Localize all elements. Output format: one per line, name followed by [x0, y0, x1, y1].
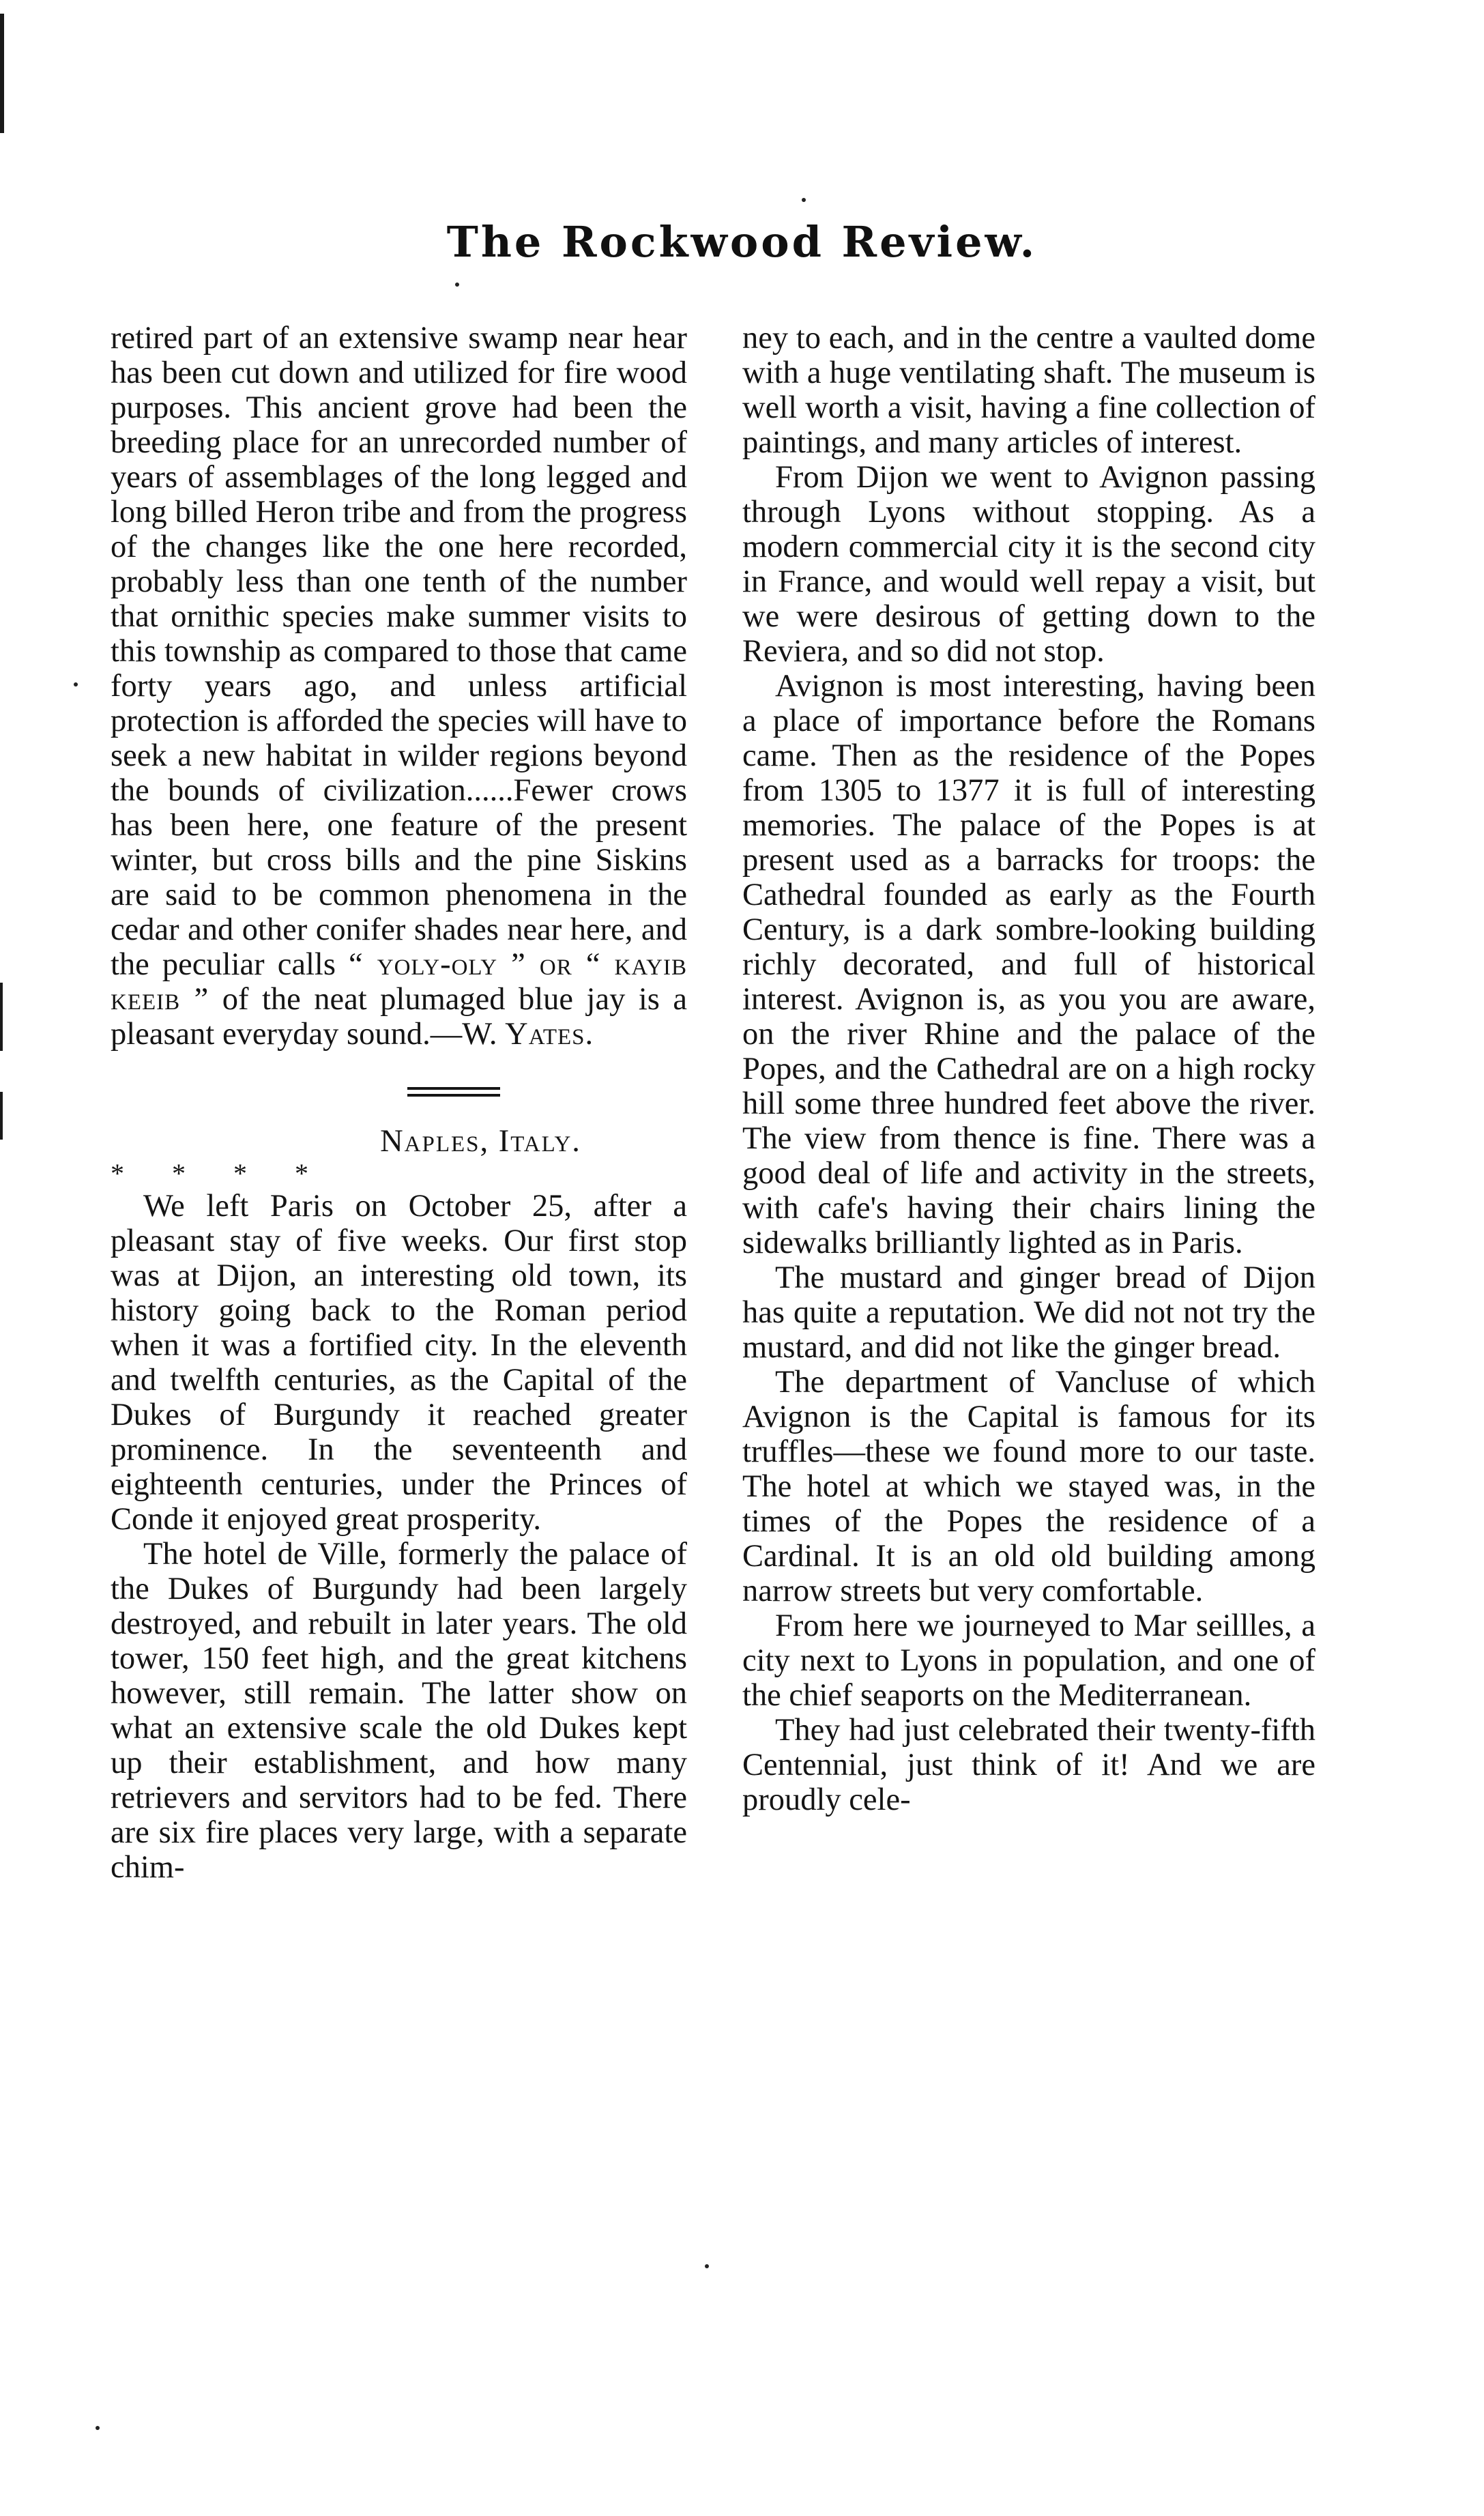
- ink-speck: [705, 2264, 709, 2268]
- article-paragraph: ney to each, and in the centre a vaulted dome with a huge ventilating shaft. The museum is well worth a visit, having a fine collection of paintings, and many articles of interest.: [742, 321, 1315, 460]
- left-column: [111, 321, 687, 1885]
- ink-speck: [455, 283, 459, 287]
- ink-speck: [802, 198, 806, 202]
- article-paragraph: We left Paris on October 25, after a pleasant stay of five weeks. Our first stop was at Dijon, an interesting old town, its history going back to the Roman period when it was a fortified city. In the eleventh and twelfth centuries, as the Capital of the Dukes of Burgundy it reached greater prominence. In the seventeenth and eighteenth centuries, under the Princes of Conde it enjoyed great prosperity.: [111, 1189, 687, 1537]
- bird-call-text: “ yoly-oly ”: [349, 947, 526, 982]
- paragraph-text: retired part of an extensive swamp near hear has been cut down and utilized for fire wood purposes. This ancient grove had been the breeding place for an unrecorded number of years of assemblages of the long legged and long billed Heron tribe and from the progress of the changes like the one here recorded, probably less than one tenth of the number that ornithic species make summer visits to this township as compared to those that came forty years ago, and unless artificial protection is afforded the species will have to seek a new habitat in wilder regions beyond the bounds of civilization......Fewer crows has been here, one feature of the present winter, but cross bills and the pine Siskins are said to be common phenomena in the cedar and other conifer shades near here, and the peculiar calls: [111, 321, 687, 982]
- article-paragraph: From Dijon we went to Avignon passing through Lyons without stopping. As a modern commercial city it is the second city in France, and would well repay a visit, but we were desirous of getting down to the Reviera, and so did not stop.: [742, 460, 1315, 669]
- ink-speck: [96, 2426, 100, 2430]
- article-paragraph: From here we journeyed to Mar seillles, a city next to Lyons in population, and one of the chief seaports on the Mediterranean.: [742, 1608, 1315, 1713]
- article-paragraph: The department of Vancluse of which Avignon is the Capital is famous for its truffles—these we found more to our taste. The hotel at which we stayed was, in the times of the Popes the residence of a Cardinal. It is an old old building among narrow streets but very comfortable.: [742, 1365, 1315, 1608]
- right-column: [742, 321, 1315, 1817]
- section-heading: Naples, Italy.: [380, 1124, 581, 1159]
- article-paragraph: The hotel de Ville, formerly the palace of the Dukes of Burgundy had been largely destroyed, and rebuilt in later years. The old tower, 150 feet high, and the great kitchens however, still remain. The latter show on what an extensive scale the old Dukes kept up their establishment, and how many retrievers and servitors had to be fed. There are six fire places very large, with a separate chim-: [111, 1537, 687, 1885]
- binding-edge-mark: [0, 1092, 3, 1140]
- section-divider: [407, 1087, 500, 1097]
- paragraph-text: of the neat plumaged blue jay is a pleasant everyday sound.—W.: [111, 982, 687, 1052]
- masthead-title: The Rockwood Review.: [446, 217, 1038, 267]
- bird-call-text: “ kayib keeib ”: [111, 947, 688, 1017]
- article-paragraph: They had just celebrated their twenty-fifth Centennial, just think of it! And we are proudly cele-: [742, 1713, 1315, 1817]
- article-paragraph: The mustard and ginger bread of Dijon has quite a reputation. We did not not try the mustard, and did not like the ginger bread.: [742, 1260, 1315, 1365]
- conjunction-text: or: [525, 947, 586, 982]
- binding-edge-mark: [0, 983, 3, 1051]
- author-signature: Yates.: [505, 1017, 594, 1052]
- ink-speck: [74, 682, 78, 686]
- asterism: * * * *: [111, 1158, 329, 1189]
- article-paragraph: Avignon is most interesting, having been a place of importance before the Romans came. Then as the residence of the Popes from 1305 to 1377 it is full of interesting memories. The palace of the Popes is at present used as a barracks for troops: the Cathedral founded as early as the Fourth Century, is a dark sombre-looking building richly decorated, and full of historical interest. Avignon is, as you you are aware, on the river Rhine and the palace of the Popes, and the Cathedral are on a high rocky hill some three hundred feet above the river. The view from thence is fine. There was a good deal of life and activity in the streets, with cafe's having their chairs lining the sidewalks brilliantly lighted as in Paris.: [742, 669, 1315, 1260]
- binding-edge-mark: [0, 14, 4, 133]
- article-paragraph: [111, 321, 687, 1052]
